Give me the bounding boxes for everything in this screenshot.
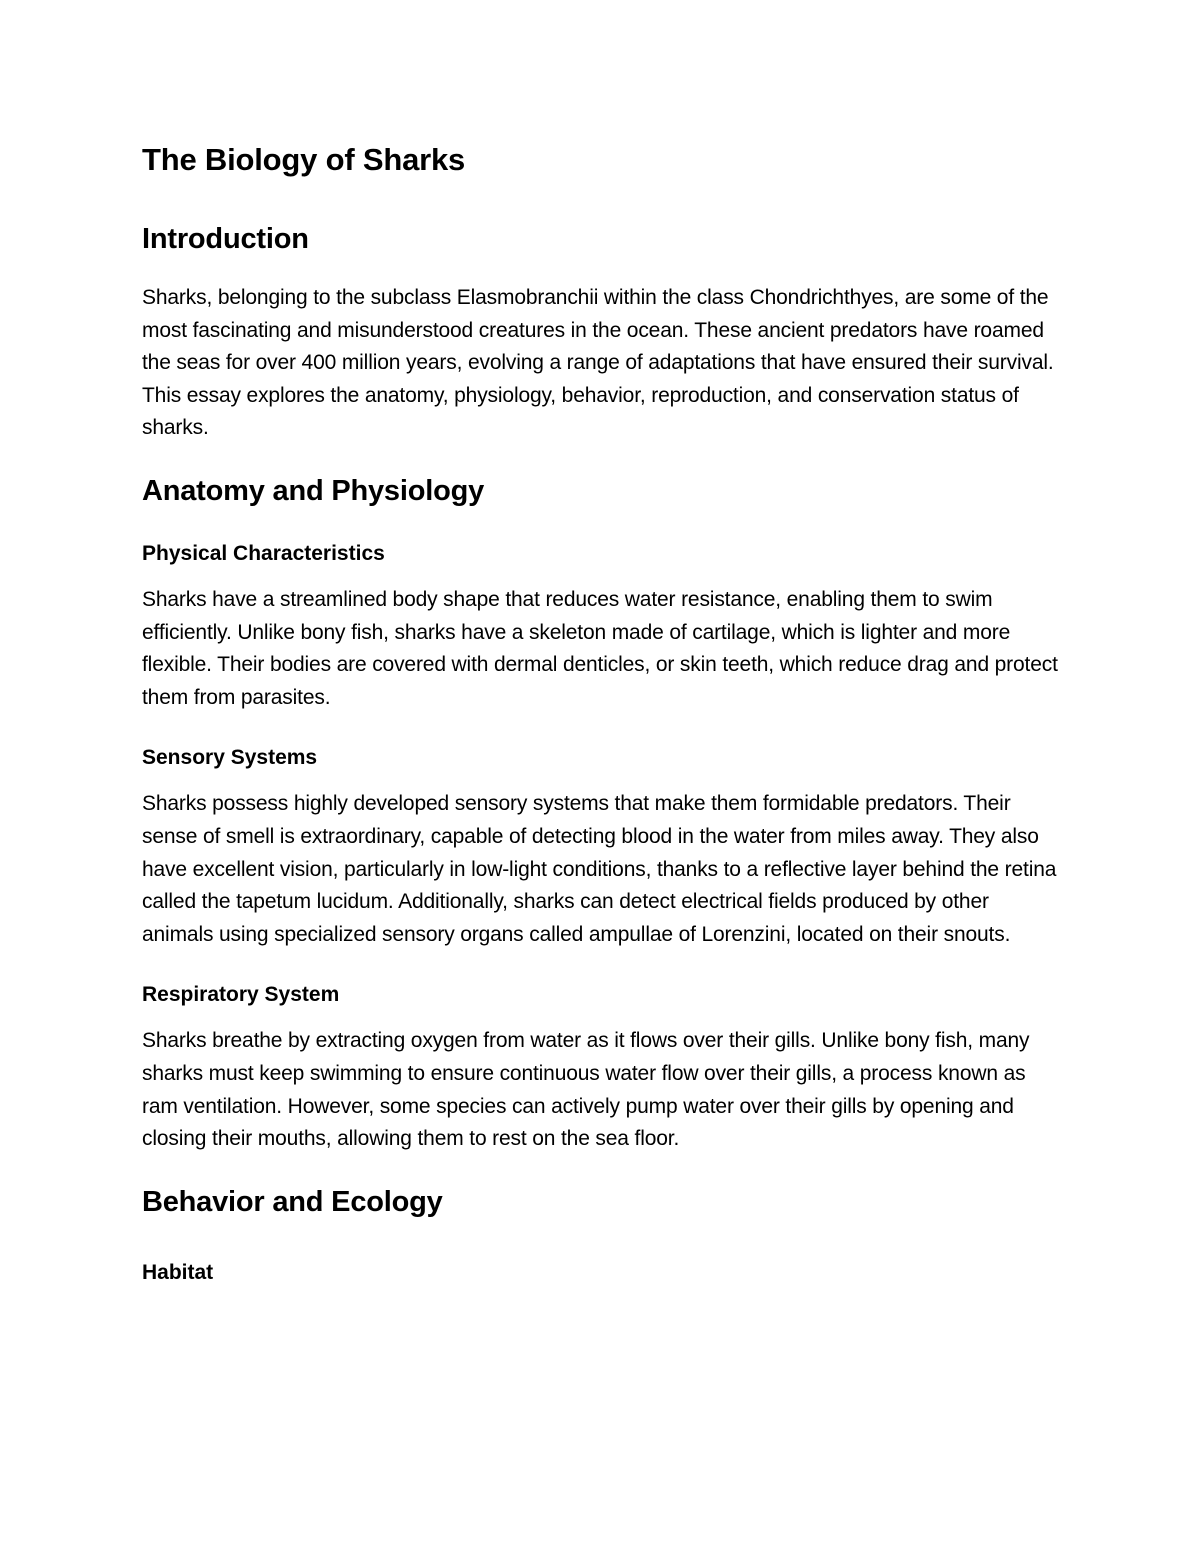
paragraph-introduction: Sharks, belonging to the subclass Elasmobranchii within the class Chondrichthyes, are some of the most fascinating and misunderstood creatures in the ocean. These ancient predators have roamed the seas for over 400 million years, evolving a range of adaptations that have ensured their survival. This essay explores the anatomy, physiology, behavior, reproduction, and conservation status of sharks. bbox=[142, 286, 1054, 440]
subheading-physical-characteristics: Physical Characteristics bbox=[142, 541, 385, 565]
document-body bbox=[142, 140, 1062, 1287]
heading-behavior-and-ecology: Behavior and Ecology bbox=[142, 1185, 443, 1218]
subheading-respiratory-system: Respiratory System bbox=[142, 983, 340, 1007]
heading-introduction: Introduction bbox=[142, 223, 309, 255]
subheading-sensory-systems: Sensory Systems bbox=[142, 746, 318, 770]
paragraph-sensory-systems: Sharks possess highly developed sensory systems that make them formidable predators. Their sense of smell is extraordinary, capable of detecting blood in the water from miles away. They also have excellent vision, particularly in low-light conditions, thanks to a reflective layer behind the retina called the tapetum lucidum. Additionally, sharks can detect electrical fields produced by other animals using specialized sensory organs called ampullae of Lorenzini, located on their snouts. bbox=[142, 792, 1057, 946]
paragraph-physical-characteristics: Sharks have a streamlined body shape that reduces water resistance, enabling them to swim efficiently. Unlike bony fish, sharks have a skeleton made of cartilage, which is lighter and more flexible. Their bodies are covered with dermal denticles, or skin teeth, which reduce drag and protect them from parasites. bbox=[142, 587, 1058, 709]
subheading-habitat: Habitat bbox=[142, 1260, 214, 1284]
document-title: The Biology of Sharks bbox=[142, 142, 466, 177]
paragraph-respiratory-system: Sharks breathe by extracting oxygen from water as it flows over their gills. Unlike bony fish, many sharks must keep swimming to ensure continuous water flow over their gills, a process known as ram ventilation. However, some species can actively pump water over their gills by opening and closing their mouths, allowing them to rest on the sea floor. bbox=[142, 1029, 1030, 1151]
heading-anatomy-and-physiology: Anatomy and Physiology bbox=[142, 474, 485, 507]
